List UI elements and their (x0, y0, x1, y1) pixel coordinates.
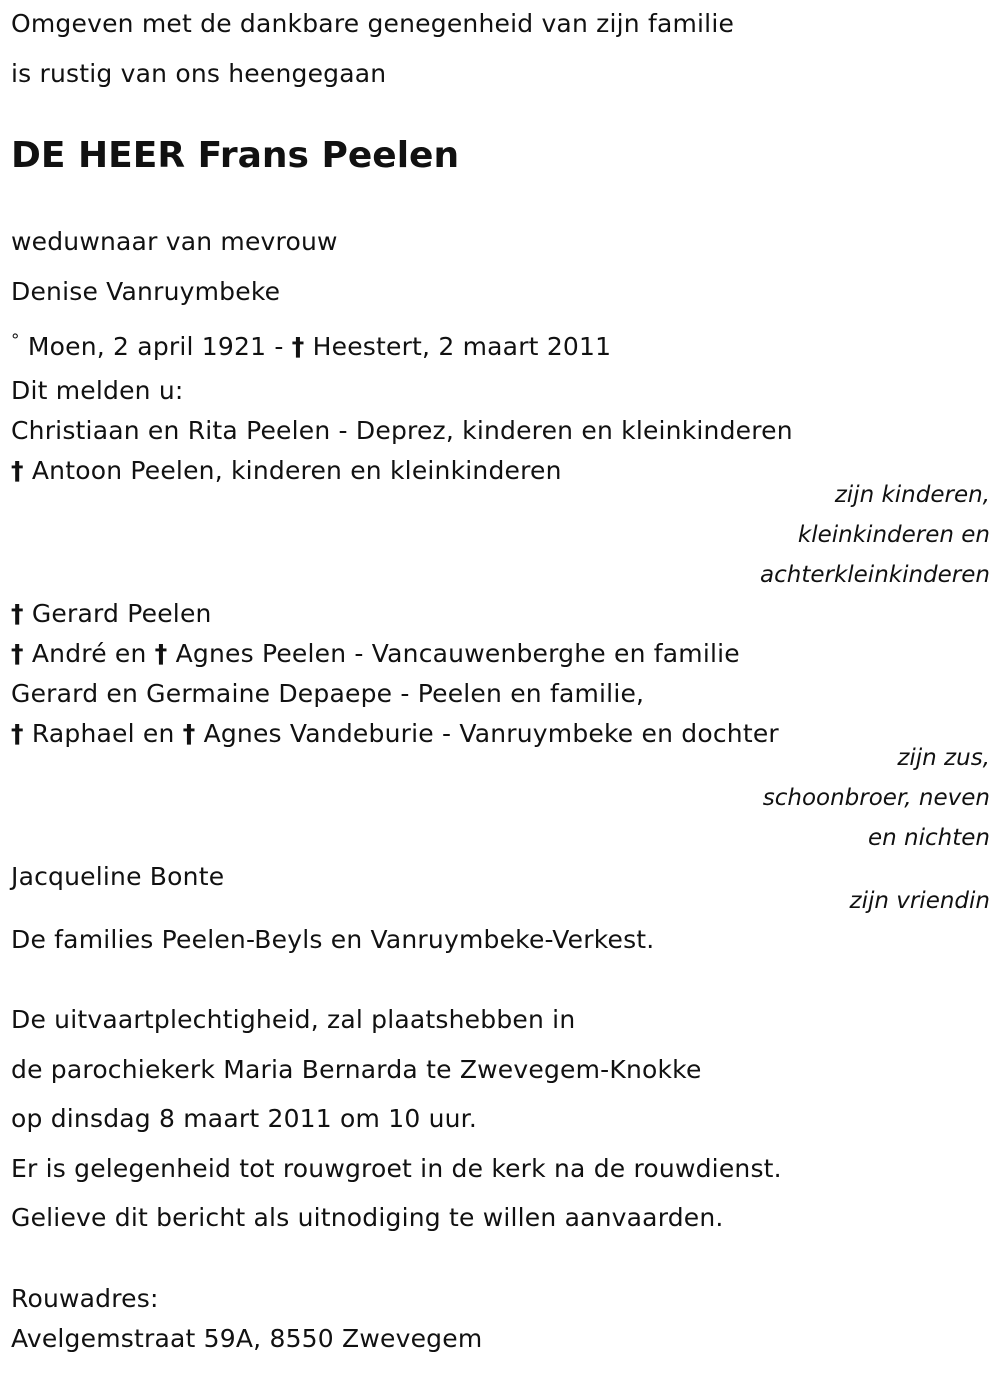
death-info: Heestert, 2 maart 2011 (312, 332, 612, 361)
relation-sister-1: zijn zus, (897, 745, 990, 771)
address-label: Rouwadres: (11, 1284, 159, 1313)
announcement-intro: Dit melden u: (11, 376, 184, 405)
spouse-name: Denise Vanruymbeke (11, 277, 281, 306)
family-line-christiaan: Christiaan en Rita Peelen - Deprez, kinderen en kleinkinderen (11, 416, 793, 445)
cross-icon: † (11, 599, 24, 628)
friend-name: Jacqueline Bonte (11, 862, 225, 891)
relation-children-2: kleinkinderen en (797, 522, 990, 548)
cross-icon: † (154, 639, 168, 668)
family-line-germaine: Gerard en Germaine Depaepe - Peelen en familie, (11, 679, 645, 708)
ceremony-line-4: Er is gelegenheid tot rouwgroet in de kerk na de rouwdienst. (11, 1154, 782, 1183)
relation-children-1: zijn kinderen, (834, 482, 990, 508)
family-name: Agnes Peelen - Vancauwenberghe en familie (175, 639, 740, 668)
intro-line-2: is rustig van ons heengegaan (11, 59, 387, 88)
widower-line: weduwnaar van mevrouw (11, 227, 338, 256)
family-line-andre (11, 638, 740, 670)
families-line: De families Peelen-Beyls en Vanruymbeke-Verkest. (11, 925, 655, 954)
ceremony-line-3: op dinsdag 8 maart 2011 om 10 uur. (11, 1104, 478, 1133)
ceremony-line-2: de parochiekerk Maria Bernarda te Zwevegem-Knokke (11, 1055, 702, 1084)
cross-icon: † (11, 719, 24, 748)
intro-line-1: Omgeven met de dankbare genegenheid van zijn familie (11, 9, 735, 38)
family-name: Agnes Vandeburie - Vanruymbeke en dochter (203, 719, 779, 748)
relation-sister-2: schoonbroer, neven (762, 785, 990, 811)
family-name: Gerard Peelen (31, 599, 212, 628)
cross-icon: † (11, 639, 24, 668)
family-name: Raphael en (31, 719, 175, 748)
address-value: Avelgemstraat 59A, 8550 Zwevegem (11, 1324, 483, 1353)
family-name: Antoon Peelen, kinderen en kleinkinderen (31, 456, 562, 485)
relation-sister-3: en nichten (868, 825, 990, 851)
life-dates (11, 325, 611, 363)
relation-friend: zijn vriendin (849, 888, 990, 914)
birth-mark: ° (11, 331, 20, 351)
death-cross-icon: † (291, 332, 305, 361)
family-name: André en (31, 639, 147, 668)
ceremony-line-1: De uitvaartplechtigheid, zal plaatshebben in (11, 1005, 576, 1034)
family-line-gerard (11, 598, 212, 630)
family-line-antoon (11, 455, 562, 487)
deceased-name: DE HEER Frans Peelen (11, 135, 460, 176)
relation-children-3: achterkleinkinderen (760, 562, 990, 588)
birth-info: Moen, 2 april 1921 - (27, 332, 284, 361)
cross-icon: † (182, 719, 196, 748)
cross-icon: † (11, 456, 24, 485)
family-line-raphael (11, 718, 779, 750)
ceremony-line-5: Gelieve dit bericht als uitnodiging te willen aanvaarden. (11, 1203, 724, 1232)
